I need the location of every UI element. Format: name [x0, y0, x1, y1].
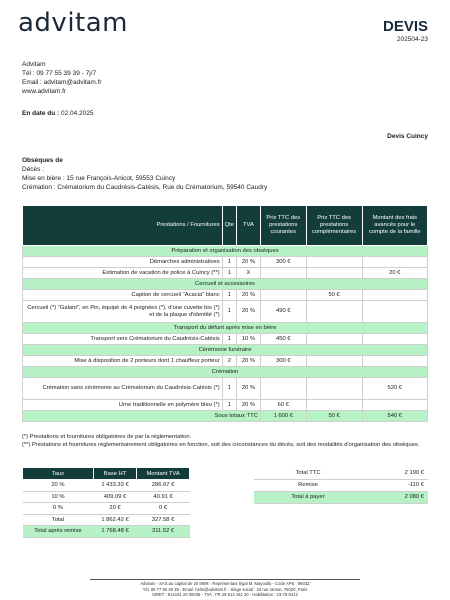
row-qte: 1: [222, 400, 236, 411]
totals-table: [254, 467, 428, 504]
date-value: 02.04.2025: [61, 110, 94, 117]
total-payer-row: [254, 491, 428, 503]
quote-table: [22, 205, 428, 422]
header-prix-complementaires: Prix TTC des prestations complémentaires: [306, 206, 362, 246]
table-row: [23, 268, 428, 279]
table-header-row: [23, 206, 428, 246]
total-payer-label: Total à payer: [254, 491, 362, 503]
note-conditional: (**) Prestations et fournitures réglementairement obligatoires en fonction, soit des circonstances du décès, soit des modalités d'organisation des obsèques.: [22, 442, 420, 448]
footer-divider: [90, 579, 360, 580]
vat-base: 1 433.33 €: [93, 480, 136, 492]
vat-base: 1 862.42 €: [93, 514, 136, 526]
notes-block: [22, 433, 428, 449]
remise-value: -110 €: [362, 479, 428, 491]
total-payer-value: 2 080 €: [362, 491, 428, 503]
vat-row: [23, 480, 190, 492]
row-tva: X: [236, 268, 260, 279]
row-frais: [362, 257, 427, 268]
row-description: Estimation de vacation de police à Cuincy (**): [23, 268, 223, 279]
vat-taux: 0 %: [23, 503, 94, 515]
section-row: [23, 279, 428, 290]
subject-deces: Décès :: [22, 166, 45, 173]
row-complementaires: [306, 257, 362, 268]
row-complementaires: 50 €: [306, 290, 362, 301]
vat-row: [23, 514, 190, 526]
company-info: [22, 60, 102, 96]
section-title: Crémation: [23, 367, 428, 378]
footer-line-2: Tél. 09 77 55 39 39 - Email. hello@advitam.fr - Siège social : 23 rue ramon, 75020, Paris: [142, 586, 308, 592]
subject-title: Obsèques de: [22, 157, 63, 164]
row-complementaires: [306, 334, 362, 345]
vat-table: [22, 467, 190, 538]
row-complementaires: [306, 268, 362, 279]
row-description: Mise à disposition de 2 porteurs dont 1 chauffeur porteur: [23, 356, 223, 367]
row-frais: [362, 334, 427, 345]
remise-label: Remise: [254, 479, 362, 491]
vat-taux: Total: [23, 514, 94, 526]
subject-mise-en-biere: Mise en bière : 15 rue François-Anicot, 59553 Cuincy: [22, 175, 176, 182]
row-tva: 20 %: [236, 378, 260, 400]
vat-montant: 40.91 €: [137, 491, 190, 503]
subject-cremation: Crémation : Crématorium du Caudrésis-Catésis, Rue du Crématorium, 59540 Caudry: [22, 184, 268, 191]
date-label: En date du :: [22, 110, 60, 117]
row-courantes: 300 €: [260, 257, 306, 268]
document-number: 202504-23: [396, 36, 428, 43]
row-description: Démarches administratives: [23, 257, 223, 268]
company-name: Advitam: [22, 61, 46, 68]
table-row: [23, 400, 428, 411]
row-description: Capiton de cercueil "Acacia" blanc: [23, 290, 223, 301]
row-tva: 20 %: [236, 290, 260, 301]
company-phone: Tél : 09 77 55 39 39 - 7j/7: [22, 70, 97, 77]
row-frais: 20 €: [362, 268, 427, 279]
row-qte: 1: [222, 334, 236, 345]
table-row: [23, 290, 428, 301]
vat-montant: 327.58 €: [137, 514, 190, 526]
subtotal-label: Sous totaux TTC: [23, 411, 261, 422]
table-row: [23, 356, 428, 367]
row-tva: 20 %: [236, 356, 260, 367]
row-tva: 20 %: [236, 301, 260, 323]
subtotal-frais: 540 €: [362, 411, 427, 422]
table-row: [23, 378, 428, 400]
row-frais: [362, 400, 427, 411]
footer-line-1: Advitam - SAS au capital de 20 880€ - Représentant légal M. Mayoulla - Code APE : 9603Z: [140, 581, 310, 586]
row-qte: 2: [222, 356, 236, 367]
section-title: Transport du défunt après mise en bière: [23, 323, 428, 334]
header-tva: TVA: [236, 206, 260, 246]
vat-montant: 0 €: [137, 503, 190, 515]
total-ttc-value: 2 190 €: [362, 467, 428, 479]
row-frais: [362, 290, 427, 301]
vat-header-row: [23, 468, 190, 480]
note-mandatory: (*) Prestations et fournitures obligatoires de par la réglementation.: [22, 434, 192, 440]
row-qte: 1: [222, 378, 236, 400]
row-complementaires: [306, 378, 362, 400]
vat-base: 409.09 €: [93, 491, 136, 503]
client-name: Devis Cuincy: [387, 133, 428, 140]
table-row: [23, 334, 428, 345]
row-qte: 1: [222, 301, 236, 323]
vat-taux: Total après remise: [23, 526, 94, 538]
header-qte: Qte: [222, 206, 236, 246]
total-ttc-label: Total TTC: [254, 467, 362, 479]
row-frais: 520 €: [362, 378, 427, 400]
header-prix-courantes: Prix TTC des prestations courantes: [260, 206, 306, 246]
document-title: DEVIS: [382, 18, 428, 35]
section-row: [23, 246, 428, 257]
row-courantes: [260, 290, 306, 301]
vat-base: 20 €: [93, 503, 136, 515]
vat-taux: 10 %: [23, 491, 94, 503]
row-description: Transport vers Crématorium du Caudrésis-Catésis: [23, 334, 223, 345]
vat-header-montant: Montant TVA: [137, 468, 190, 480]
row-courantes: [260, 268, 306, 279]
vat-base: 1 768.48 €: [93, 526, 136, 538]
section-row: [23, 367, 428, 378]
table-row: [23, 301, 428, 323]
subtotal-complementaires: 50 €: [306, 411, 362, 422]
footer-line-3: SIRET : 814161 20 00035 - TVA : FR 28 814 161 20 - Habilitation : 23-75-0412: [152, 592, 298, 597]
row-qte: 1: [222, 290, 236, 301]
company-logo: advitam: [18, 8, 129, 38]
row-courantes: 300 €: [260, 356, 306, 367]
section-title: Préparation et organisation des obsèques: [23, 246, 428, 257]
row-courantes: 490 €: [260, 301, 306, 323]
row-complementaires: [306, 356, 362, 367]
vat-header-taux: Taux: [23, 468, 94, 480]
vat-taux: 20 %: [23, 480, 94, 492]
subtotal-row: [23, 411, 428, 422]
vat-row: [23, 491, 190, 503]
vat-row-after-discount: [23, 526, 190, 538]
row-complementaires: [306, 400, 362, 411]
company-website[interactable]: www.advitam.fr: [22, 88, 67, 95]
header-prestations: Prestations / Fournitures: [23, 206, 223, 246]
section-title: Cérémonie funéraire: [23, 345, 428, 356]
row-tva: 10 %: [236, 334, 260, 345]
row-courantes: 450 €: [260, 334, 306, 345]
footer: [60, 581, 390, 598]
subtotal-courantes: 1 600 €: [260, 411, 306, 422]
row-frais: [362, 356, 427, 367]
vat-montant: 286.67 €: [137, 480, 190, 492]
row-description: Cercueil (*) "Galant", en Pin, équipé de 4 poignées (*), d'une cuvette bio (*) et de la plaque d'identité (*): [23, 301, 223, 323]
date-line: [22, 110, 94, 117]
row-description: Urne traditionnelle en polymère bleu (*): [23, 400, 223, 411]
row-courantes: 60 €: [260, 400, 306, 411]
section-row: [23, 323, 428, 334]
row-tva: 20 %: [236, 257, 260, 268]
vat-header-base: Base HT: [93, 468, 136, 480]
remise-row: [254, 479, 428, 491]
section-row: [23, 345, 428, 356]
vat-row: [23, 503, 190, 515]
company-email: Email : advitam@advitam.fr: [22, 79, 102, 86]
row-frais: [362, 301, 427, 323]
table-row: [23, 257, 428, 268]
row-qte: 1: [222, 257, 236, 268]
row-tva: 20 %: [236, 400, 260, 411]
total-ttc-row: [254, 467, 428, 479]
section-title: Cercueil et accessoires: [23, 279, 428, 290]
row-description: Crémation sans cérémonie au Crématorium du Caudrésis-Catésis (*): [23, 378, 223, 400]
row-qte: 1: [222, 268, 236, 279]
header-montant-frais: Montant des frais avancés pour le compte de la famille: [362, 206, 427, 246]
subject-block: [22, 156, 267, 192]
row-complementaires: [306, 301, 362, 323]
vat-montant: 311.52 €: [137, 526, 190, 538]
row-courantes: [260, 378, 306, 400]
